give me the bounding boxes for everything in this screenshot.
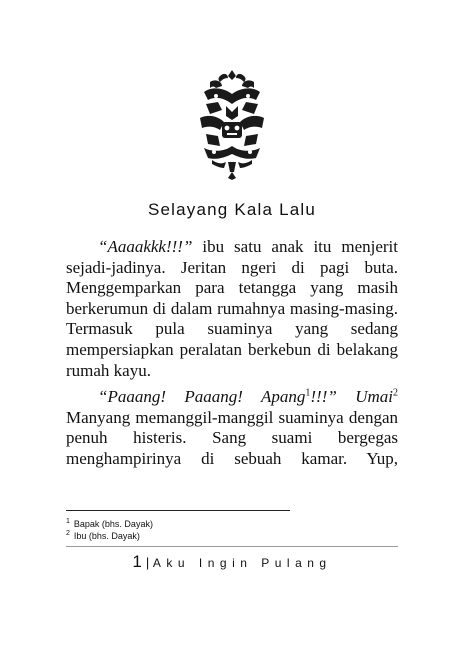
footer-separator: | <box>145 555 150 570</box>
umai-word: Umai <box>355 387 394 407</box>
page-number: 1 <box>132 552 142 571</box>
footer-divider <box>66 546 398 547</box>
footnote-ref-1[interactable]: 1 <box>305 387 311 399</box>
footnote-divider <box>66 510 290 511</box>
footnote-ref-2[interactable]: 2 <box>393 387 399 399</box>
footnote-number: 1 <box>66 518 70 525</box>
dayak-ornament-icon <box>196 68 268 180</box>
paragraph-2 <box>66 387 398 469</box>
footnote-text: Bapak (bhs. Dayak) <box>73 519 153 529</box>
footnote-1 <box>66 518 398 530</box>
footnotes <box>66 518 398 542</box>
footnote-2 <box>66 530 398 542</box>
dialogue-quote: “Aaaakkk!!!” <box>98 237 193 256</box>
paragraph-1 <box>66 237 398 381</box>
paragraph-text: ibu satu anak itu menjerit sejadi-jadinya. Jeritan ngeri di pagi buta. Menggemparkan para tetangga yang masih berkerumun di dalam rumahnya masing-masing. Termasuk pula suaminya yang sedang mempersiapkan peralatan berkebun di belakang rumah kayu. <box>66 237 398 380</box>
footnote-text: Ibu (bhs. Dayak) <box>73 531 140 541</box>
dialogue-quote: “Paaang! Paaang! Apang <box>98 387 306 407</box>
book-title: Aku Ingin Pulang <box>152 556 332 570</box>
footnote-number: 2 <box>66 530 70 537</box>
dialogue-quote-end: !!!” <box>310 387 337 407</box>
page-footer <box>0 552 464 572</box>
body-text <box>66 237 398 476</box>
paragraph-text: Manyang memanggil-manggil suaminya dengan penuh histeris. Sang suami bergegas menghampirinya di sebuah kamar. Yup, <box>66 407 398 468</box>
chapter-title: Selayang Kala Lalu <box>147 200 317 219</box>
